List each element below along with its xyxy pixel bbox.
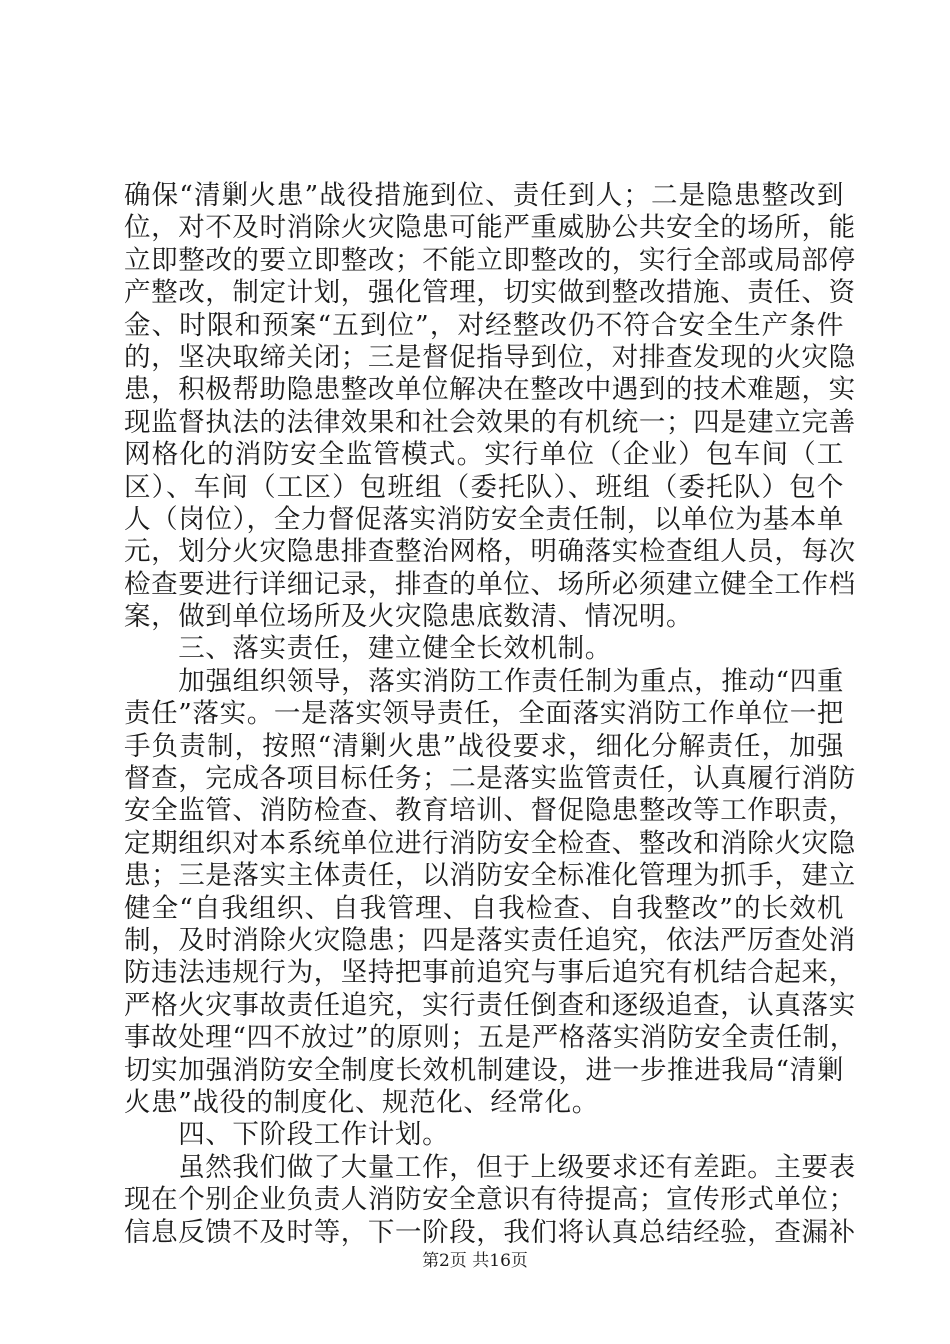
text-line: 责任”落实。一是落实领导责任，全面落实消防工作单位一把 — [124, 698, 844, 730]
section-heading: 三、落实责任，建立健全长效机制。 — [124, 633, 612, 665]
text-line: 金、时限和预案“五到位”，对经整改仍不符合安全生产条件 — [124, 309, 844, 341]
text-line: 患；三是落实主体责任，以消防安全标准化管理为抓手，建立 — [124, 860, 856, 892]
text-line: 人（岗位），全力督促落实消防安全责任制，以单位为基本单 — [124, 503, 844, 535]
text-line: 患，积极帮助隐患整改单位解决在整改中遇到的技术难题，实 — [124, 374, 856, 406]
text-line: 严格火灾事故责任追究，实行责任倒查和逐级追查，认真落实 — [124, 989, 856, 1021]
text-line: 的，坚决取缔关闭；三是督促指导到位，对排查发现的火灾隐 — [124, 341, 856, 373]
text-line: 督查，完成各项目标任务；二是落实监管责任，认真履行消防 — [124, 763, 856, 795]
text-line: 检查要进行详细记录，排查的单位、场所必须建立健全工作档 — [124, 568, 856, 600]
text-line: 元，划分火灾隐患排查整治网格，明确落实检查组人员，每次 — [124, 536, 856, 568]
text-line: 确保“清剿火患”战役措施到位、责任到人；二是隐患整改到 — [124, 180, 844, 211]
text-line: 信息反馈不及时等，下一阶段，我们将认真总结经验，查漏补 — [124, 1216, 856, 1248]
text-line: 防违法违规行为，坚持把事前追究与事后追究有机结合起来， — [124, 957, 856, 989]
text-line: 手负责制，按照“清剿火患”战役要求，细化分解责任，加强 — [124, 730, 844, 762]
text-line: 现在个别企业负责人消防安全意识有待提高；宣传形式单位； — [124, 1184, 856, 1216]
text-line: 网格化的消防安全监管模式。实行单位（企业）包车间（工 — [124, 439, 844, 471]
text-line: 现监督执法的法律效果和社会效果的有机统一；四是建立完善 — [124, 406, 856, 438]
text-line: 定期组织对本系统单位进行消防安全检查、整改和消除火灾隐 — [124, 827, 856, 859]
text-line: 切实加强消防安全制度长效机制建设，进一步推进我局“清剿 — [124, 1054, 844, 1086]
text-line: 虽然我们做了大量工作，但于上级要求还有差距。主要表 — [124, 1151, 856, 1183]
text-line: 产整改，制定计划，强化管理，切实做到整改措施、责任、资 — [124, 277, 856, 309]
body-text — [124, 180, 857, 1249]
text-line: 火患”战役的制度化、规范化、经常化。 — [124, 1086, 599, 1118]
text-line: 事故处理“四不放过”的原则；五是严格落实消防安全责任制， — [124, 1022, 857, 1054]
page-footer: 第2页 共16页 — [422, 1251, 528, 1271]
text-line: 位，对不及时消除火灾隐患可能严重威胁公共安全的场所，能 — [124, 212, 856, 244]
text-line: 案，做到单位场所及火灾隐患底数清、情况明。 — [124, 601, 694, 633]
text-line: 立即整改的要立即整改；不能立即整改的，实行全部或局部停 — [124, 244, 856, 276]
text-line: 区）、车间（工区）包班组（委托队）、班组（委托队）包个 — [124, 471, 844, 503]
section-heading: 四、下阶段工作计划。 — [124, 1119, 450, 1151]
text-line: 制，及时消除火灾隐患；四是落实责任追究，依法严厉查处消 — [124, 924, 856, 956]
text-line: 健全“自我组织、自我管理、自我检查、自我整改”的长效机 — [124, 892, 844, 924]
text-line: 加强组织领导，落实消防工作责任制为重点，推动“四重 — [124, 665, 844, 697]
text-line: 安全监管、消防检查、教育培训、督促隐患整改等工作职责， — [124, 795, 856, 827]
